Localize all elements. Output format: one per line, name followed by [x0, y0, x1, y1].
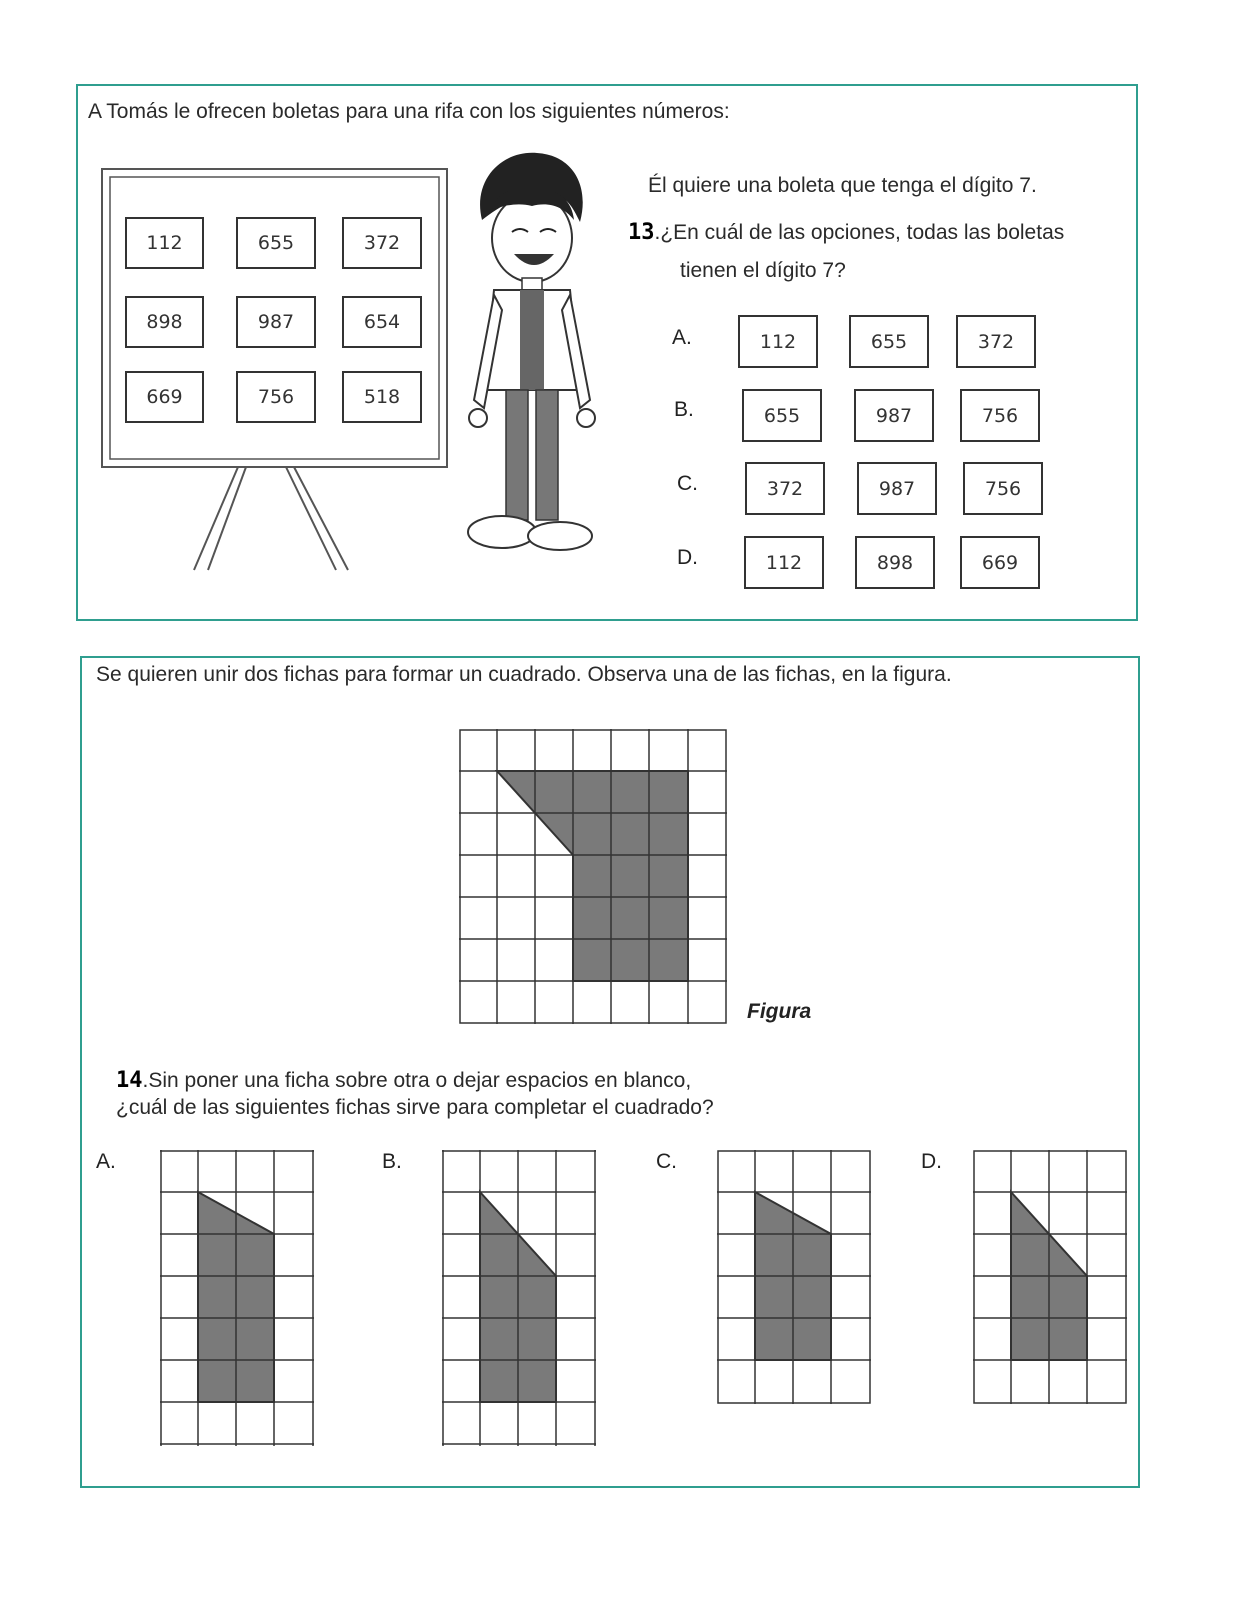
board-ticket: 518 [342, 371, 422, 423]
boy-illustration [462, 150, 602, 570]
board-ticket: 898 [125, 296, 204, 348]
option-c-label: C. [677, 472, 698, 495]
board-ticket: 987 [236, 296, 316, 348]
option-b-grid [442, 1150, 596, 1446]
option-c-ticket: 756 [963, 462, 1043, 515]
problem-14-question [116, 1068, 691, 1093]
option-b-label: B. [674, 398, 694, 421]
question-number: 14 [116, 1068, 143, 1093]
problem-13-statement: Él quiere una boleta que tenga el dígito 7. [648, 174, 1037, 197]
problem-14-intro: Se quieren unir dos fichas para formar un cuadrado. Observa una de las fichas, en la figura. [96, 663, 952, 686]
question-number: 13 [628, 220, 655, 245]
board-ticket: 654 [342, 296, 422, 348]
question-text-line1: .¿En cuál de las opciones, todas las boletas [654, 221, 1065, 244]
option-b-ticket: 655 [742, 389, 822, 442]
problem-13-question [628, 220, 1064, 245]
board-ticket: 669 [125, 371, 204, 423]
option-d-grid [973, 1150, 1127, 1404]
problem-13-intro: A Tomás le ofrecen boletas para una rifa con los siguientes números: [88, 100, 730, 123]
option-c-label: C. [656, 1150, 677, 1173]
option-b-ticket: 987 [854, 389, 934, 442]
board-ticket: 756 [236, 371, 316, 423]
question-text-line1: .Sin poner una ficha sobre otra o dejar espacios en blanco, [142, 1069, 692, 1092]
option-d-label: D. [677, 546, 698, 569]
option-a-label: A. [672, 326, 692, 349]
option-c-ticket: 372 [745, 462, 825, 515]
option-a-ticket: 655 [849, 315, 929, 368]
board-ticket: 372 [342, 217, 422, 269]
figure-caption: Figura [747, 1000, 812, 1023]
option-b-ticket: 756 [960, 389, 1040, 442]
question-text-line2: tienen el dígito 7? [680, 259, 846, 282]
option-d-label: D. [921, 1150, 942, 1173]
option-b-label: B. [382, 1150, 402, 1173]
option-a-ticket: 372 [956, 315, 1036, 368]
option-a-ticket: 112 [738, 315, 818, 368]
option-d-ticket: 669 [960, 536, 1040, 589]
question-text-line2: ¿cuál de las siguientes fichas sirve para completar el cuadrado? [116, 1096, 714, 1119]
option-c-grid [717, 1150, 871, 1404]
option-d-ticket: 898 [855, 536, 935, 589]
option-a-grid [160, 1150, 314, 1446]
board-ticket: 112 [125, 217, 204, 269]
option-d-ticket: 112 [744, 536, 824, 589]
option-a-label: A. [96, 1150, 116, 1173]
board-ticket: 655 [236, 217, 316, 269]
figure-grid [459, 729, 727, 1024]
option-c-ticket: 987 [857, 462, 937, 515]
